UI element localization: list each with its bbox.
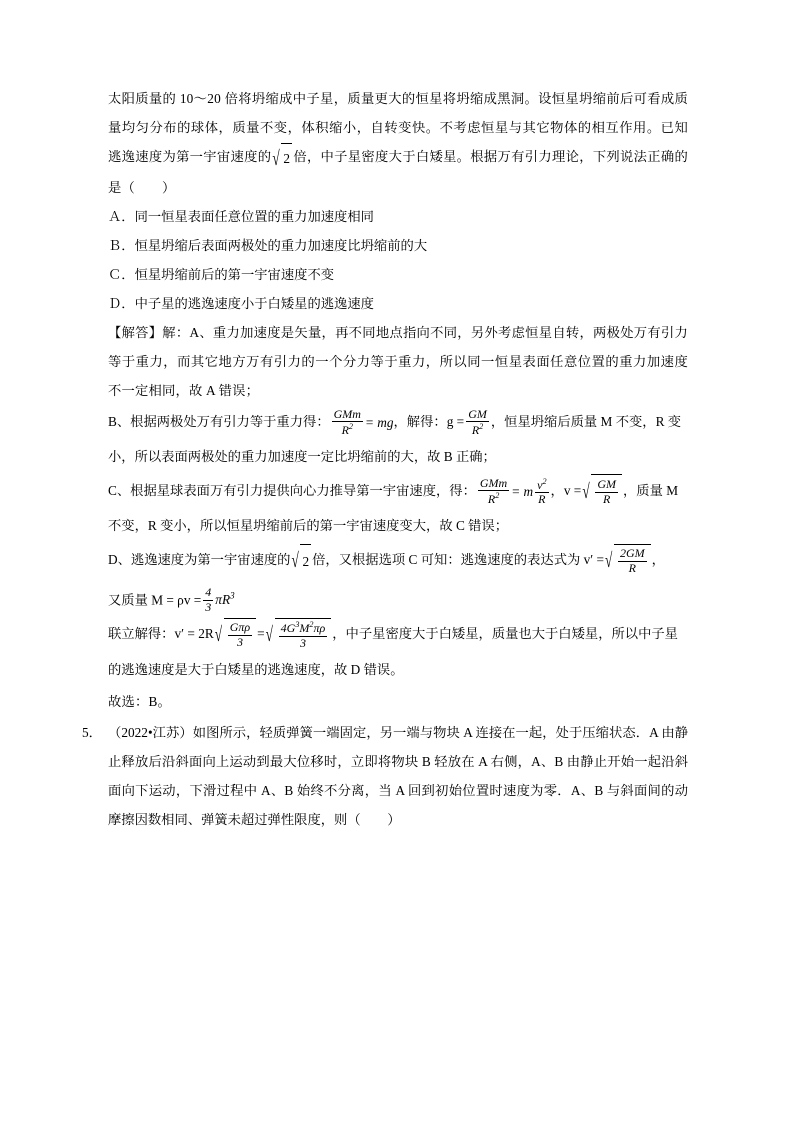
answer-d-mid: 倍，又根据选项 C 可知：逃逸速度的表达式为 v′ = [312,552,604,568]
option-d: Ｄ．中子星的逃逸速度小于白矮星的逃逸速度 [108,295,374,311]
fraction-denominator: 3 [205,599,212,614]
answer-e-equals: = [257,626,265,642]
answer-d-pre: D、逃逸速度为第一宇宙速度的 [108,552,291,568]
radical-body [591,474,622,509]
fraction-numerator: √ GM [597,477,616,492]
radical-body [224,618,256,653]
question-stem [108,84,688,202]
option-b: Ｂ．恒星坍缩后表面两极处的重力加速度比坍缩前的大 [108,237,428,253]
fraction-gm-r [595,478,618,507]
question-stem-text: 太阳质量的 10～20 倍将坍缩成中子星，质量更大的恒星将坍缩成黑洞。设恒星坍缩前后可看成质量均匀分布的球体，质量不变，体积缩小，自转变快。不考虑恒星与其它物体的相互作用。已知逃逸速度为第一宇宙速度的 [108,91,688,164]
fraction-numerator: 4 [205,584,212,599]
fraction-numerator: GMm [479,475,508,490]
sqrt-two-value: 2 [281,143,292,173]
answer-section-c [108,474,688,543]
fraction-4g3m2pirho-3 [279,620,328,651]
document-content [82,84,688,834]
answer-b-pre: B、根据两极处万有引力等于重力得： [108,413,330,429]
answer-section-final-eq [108,617,688,686]
fraction-2gm-r [618,547,647,576]
answer-c-post: ，质量 M 不变，R 变小，所以恒星坍缩前后的第一宇宙速度变大，故 C 错误； [108,482,679,534]
answer-section-d [108,543,688,578]
answer-section-d-line2 [108,579,688,617]
radical-4g3m2pirho-over-3 [266,618,332,653]
fraction-numerator: $v^2$ [537,476,547,492]
equation-b-1-rhs: = mg [364,414,394,430]
next-question-number: 5． [82,724,102,740]
equation-b-2 [464,406,491,440]
answer-b-post: ，恒星坍缩后质量 M 不变，R 变小，所以表面两极处的重力加速度一定比坍缩前的大，故 B 正确； [108,413,682,464]
answer-section-a [108,318,688,405]
fraction-denominator: $R^2$ [471,422,484,438]
fraction-denominator: 3 [236,635,243,650]
radical-2gm-over-r [605,544,651,579]
answer-a-text: A、重力加速度是矢量，再不同地点指向不同，另外考虑恒星自转，两极处万有引力等于重力，而其它地方万有引力的一个分力等于重力，所以同一恒星表面任意位置的重力加速度不一定相同，故 A 错误； [108,324,688,398]
equation-c-1-rhs-pre: = m [511,483,534,499]
fraction-numerator: √ 2GM [620,546,645,561]
answer-section-b [108,405,688,474]
answer-choice-line: 故选：B。 [108,693,172,709]
fraction-denominator: $R^2$ [487,491,500,507]
question-stem-tail: 倍，中子星密度大于白矮星。根据万有引力理论，下列说法正确的是（ ） [108,149,688,195]
answer-d-line2-post: $\pi R^3$ [215,590,235,608]
fraction-numerator: √ $4G^3M^2\pi\rho$ [280,620,326,636]
fraction-denominator: R [628,561,636,576]
radical-body [275,618,332,653]
radical-gm-over-r [582,474,622,509]
fraction-numerator: GM [468,406,487,421]
next-question [82,718,688,834]
answer-e-post: ，中子星密度大于白矮星，质量也大于白矮星，所以中子星的逃逸速度是大于白矮星的逃逸速度，故 D 错误。 [108,626,678,677]
radical-body [614,544,651,579]
answer-c-mid: ，v = [550,482,582,498]
next-question-text: （2022•江苏）如图所示，轻质弹簧一端固定，另一端与物块 A 连接在一起，处于压缩状态．A 由静止释放后沿斜面向上运动到最大位移时，立即将物块 B 轻放在 A 右侧，A、B 由静止开始一起沿斜面向下运动，下滑过程中 A、B 始终不分离，当 A 回到初始位置时速度为零．A、B 与斜面间的动摩擦因数相同、弹簧未超过弹性限度，则（ ） [108,724,688,827]
radical-gpirho-over-3 [215,618,256,653]
fraction-gm-r2 [466,408,489,439]
sqrt-two-d: √ 2 [291,544,311,579]
sqrt-two-inline [272,143,292,173]
answer-c-pre: C、根据星球表面万有引力提供向心力推导第一宇宙速度，得： [108,482,476,498]
answer-e-pre: 联立解得：v′ = 2R [108,626,214,642]
fraction-gpirho-3 [228,621,252,650]
fraction-numerator: GMm [333,406,361,421]
answer-d-line2-pre: 又质量 M = ρv = [108,592,202,608]
fraction-denominator: $R^2$ [341,422,353,438]
fraction-gmm-r2 [332,408,363,439]
fraction-denominator: R [538,492,546,507]
fraction-denominator: R [602,491,611,506]
fraction-denominator: 3 [299,636,306,651]
option-c: Ｃ．恒星坍缩前后的第一宇宙速度不变 [108,266,335,282]
fraction-v2-r [535,477,548,508]
equation-b-1 [330,406,394,440]
answer-d-post: ， [651,552,665,568]
option-a: Ａ．同一恒星表面任意位置的重力加速度相同 [108,208,374,224]
equation-c-1 [476,475,551,509]
answer-b-mid: ，解得：g = [393,413,465,429]
answer-label: 【解答】解： [108,324,190,340]
fraction-four-thirds [203,586,213,615]
fraction-numerator: √ Gπρ [229,620,251,635]
fraction-gmm-r2 [478,477,509,508]
